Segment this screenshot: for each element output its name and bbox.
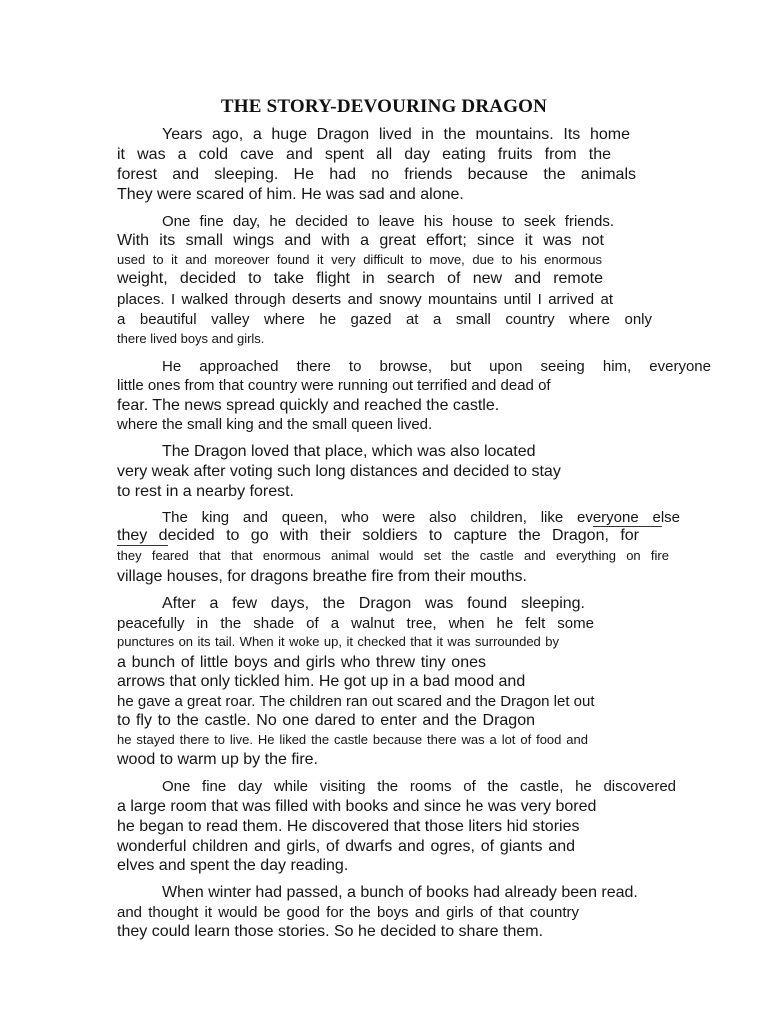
p6-line-8: he stayed there to live. He liked the castle because there was a lot of food and [117,732,588,747]
p2-line-7: there lived boys and girls. [117,331,265,346]
p6-line-5: arrows that only tickled him. He got up in a bad mood and [117,673,526,690]
p5-line-3: they feared that that enormous animal would set the castle and everything on fire [117,548,669,563]
p6-line-2: peacefully in the shade of a walnut tree, when he felt some [117,615,594,632]
underline-mark [117,545,168,546]
p6-line-3: punctures on its tail. When it woke up, it checked that it was surrounded by [117,634,559,649]
p2-line-2: With its small wings and with a great effort; since it was not [117,232,604,249]
p7-line-1: One fine day while visiting the rooms of the castle, he discovered [162,778,676,795]
p7-line-5: elves and spent the day reading. [117,857,349,874]
p1-line-3: forest and sleeping. He had no friends because the animals [117,166,636,183]
p6-line-6: he gave a great roar. The children ran out scared and the Dragon let out [117,693,595,710]
p8-line-3: they could learn those stories. So he decided to share them. [117,923,544,940]
p2-line-1: One fine day, he decided to leave his house to seek friends. [162,213,614,230]
p6-line-7: to fly to the castle. No one dared to enter and the Dragon [117,712,535,729]
p3-line-4: where the small king and the small queen lived. [117,416,433,433]
p3-line-2: little ones from that country were running out terrified and dead of [117,377,551,394]
p2-line-5: places. I walked through deserts and snowy mountains until I arrived at [117,291,613,308]
p8-line-1: When winter had passed, a bunch of books had already been read. [162,884,638,901]
p3-line-3: fear. The news spread quickly and reached the castle. [117,397,500,414]
p2-line-4: weight, decided to take flight in search of new and remote [117,270,603,287]
p1-line-2: it was a cold cave and spent all day eating fruits from the [117,146,611,163]
p7-line-2: a large room that was filled with books and since he was very bored [117,798,597,815]
p5-line-1: The king and queen, who were also children, like everyone else [162,509,680,526]
p4-line-3: to rest in a nearby forest. [117,483,294,500]
p6-line-9: wood to warm up by the fire. [117,751,318,768]
p6-line-4: a bunch of little boys and girls who threw tiny ones [117,654,486,671]
p6-line-1: After a few days, the Dragon was found sleeping. [162,595,585,612]
p7-line-4: wonderful children and girls, of dwarfs and ogres, of giants and [117,838,575,855]
p5-line-4: village houses, for dragons breathe fire from their mouths. [117,568,527,585]
p4-line-2: very weak after voting such long distances and decided to stay [117,463,561,480]
story-title: THE STORY-DEVOURING DRAGON [220,96,548,117]
p2-line-6: a beautiful valley where he gazed at a small country where only [117,311,652,328]
p5-line-2: they decided to go with their soldiers to capture the Dragon, for [117,527,639,544]
p3-line-1: He approached there to browse, but upon seeing him, everyone [162,358,711,375]
p7-line-3: he began to read them. He discovered that those liters hid stories [117,818,580,835]
p1-line-1: Years ago, a huge Dragon lived in the mountains. Its home [162,126,630,143]
p8-line-2: and thought it would be good for the boys and girls of that country [117,904,579,921]
p2-line-3: used to it and moreover found it very difficult to move, due to his enormous [117,252,602,267]
p4-line-1: The Dragon loved that place, which was also located [162,443,536,460]
p1-line-4: They were scared of him. He was sad and alone. [117,186,464,203]
